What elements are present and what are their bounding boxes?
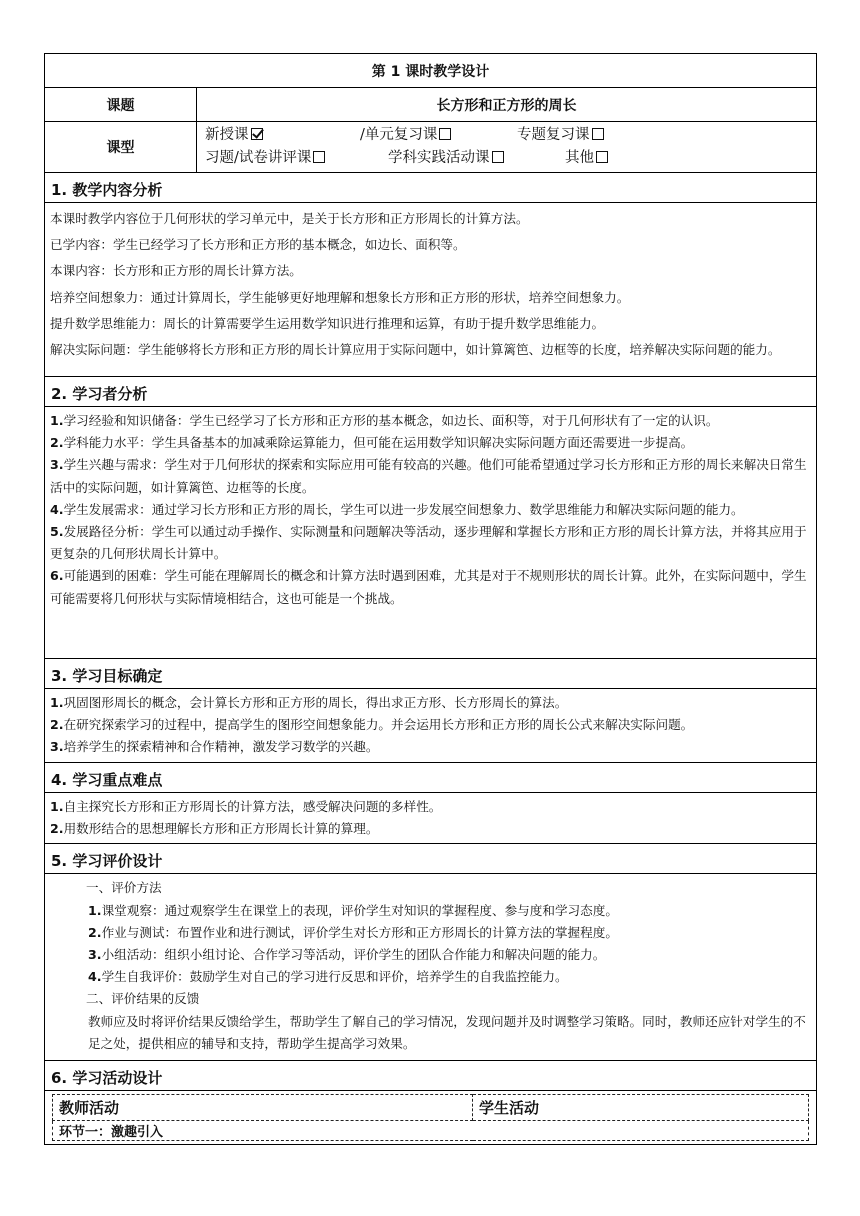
list-item xyxy=(50,410,812,432)
item-number: 1. xyxy=(50,695,64,710)
checkbox-icon[interactable] xyxy=(596,151,608,163)
item-number: 3. xyxy=(88,947,102,963)
list-item xyxy=(50,818,812,840)
checkbox-icon[interactable] xyxy=(439,128,451,140)
section-heading-learner-analysis: 2. 学习者分析 xyxy=(45,377,817,407)
course-type-option[interactable] xyxy=(388,147,565,170)
list-item xyxy=(50,944,812,966)
activity-design-body xyxy=(45,1091,817,1145)
paragraph: 本课内容：长方形和正方形的周长计算方法。 xyxy=(50,263,302,279)
list-item xyxy=(50,454,812,498)
list-item xyxy=(50,432,812,454)
item-text: 作业与测试：布置作业和进行测试，评价学生对长方形和正方形周长的计算方法的掌握程度。 xyxy=(101,924,618,940)
section-heading-activity-design: 6. 学习活动设计 xyxy=(45,1061,817,1091)
item-number: 3. xyxy=(50,457,64,473)
course-type-row-2 xyxy=(205,147,808,170)
list-item xyxy=(50,900,812,922)
learning-objectives-body xyxy=(45,689,817,763)
lesson-plan-table xyxy=(44,53,817,1145)
list-item xyxy=(50,922,812,944)
course-type-option[interactable] xyxy=(205,124,360,147)
item-text: 自主探究长方形和正方形周长的计算方法，感受解决问题的多样性。 xyxy=(63,799,442,814)
checkbox-icon[interactable] xyxy=(313,151,325,163)
item-text: 小组活动：组织小组讨论、合作学习等活动，评价学生的团队合作能力和解决问题的能力。 xyxy=(101,947,606,963)
item-number: 1. xyxy=(88,902,102,918)
paragraph: 培养空间想象力：通过计算周长，学生能够更好地理解和想象长方形和正方形的形状，培养空间想象力。 xyxy=(50,289,630,305)
option-label: 习题/试卷讲评课 xyxy=(205,150,312,166)
course-type-options xyxy=(197,122,817,173)
list-item xyxy=(50,736,812,758)
course-type-option[interactable] xyxy=(565,147,608,170)
paragraph: 解决实际问题：学生能够将长方形和正方形的周长计算应用于实际问题中，如计算篱笆、边框等的长度，培养解决实际问题的能力。 xyxy=(50,342,781,358)
section-heading-key-points: 4. 学习重点难点 xyxy=(45,763,817,793)
item-text: 巩固图形周长的概念，会计算长方形和正方形的周长，得出求正方形、长方形周长的算法。 xyxy=(63,695,568,710)
section-heading-evaluation-design: 5. 学习评价设计 xyxy=(45,844,817,874)
option-label: 其他 xyxy=(565,150,594,166)
list-item xyxy=(50,521,812,565)
paragraph: 提升数学思维能力：周长的计算需要学生运用数学知识进行推理和运算，有助于提升数学思维能力。 xyxy=(50,315,605,331)
list-item xyxy=(50,565,812,609)
evaluation-design-body xyxy=(45,874,817,1061)
item-number: 4. xyxy=(88,969,102,985)
option-label: 新授课 xyxy=(205,127,249,143)
course-type-option[interactable] xyxy=(517,124,604,147)
topic-label: 课题 xyxy=(45,88,197,122)
item-text: 学科能力水平：学生具备基本的加减乘除运算能力，但可能在运用数学知识解决实际问题方面还需要进一步提高。 xyxy=(63,435,694,451)
content-analysis-body xyxy=(45,203,817,377)
lesson-plan-page xyxy=(44,53,816,1145)
item-number: 2. xyxy=(50,717,64,733)
item-text: 培养学生的探索精神和合作精神，激发学习数学的兴趣。 xyxy=(63,739,379,755)
item-number: 2. xyxy=(50,821,64,837)
paragraph: 教师应及时将评价结果反馈给学生，帮助学生了解自己的学习情况，发现问题并及时调整学习策略。同时，教师还应针对学生的不足之处，提供相应的辅导和支持，帮助学生提高学习效果。 xyxy=(88,1013,806,1051)
checked-checkbox-icon[interactable] xyxy=(251,128,263,140)
checkbox-icon[interactable] xyxy=(592,128,604,140)
section-heading-content-analysis: 1. 教学内容分析 xyxy=(45,173,817,203)
course-type-row-1 xyxy=(205,124,808,147)
topic-value: 长方形和正方形的周长 xyxy=(197,88,817,122)
item-text: 学习经验和知识储备：学生已经学习了长方形和正方形的基本概念，如边长、面积等，对于几何形状有了一定的认识。 xyxy=(63,413,719,428)
paragraph: 本课时教学内容位于几何形状的学习单元中，是关于长方形和正方形周长的计算方法。 xyxy=(50,211,529,226)
key-points-body xyxy=(45,793,817,844)
item-number: 4. xyxy=(50,501,64,517)
option-label: 学科实践活动课 xyxy=(388,150,490,166)
subheading: 二、评价结果的反馈 xyxy=(86,991,200,1007)
section-heading-learning-objectives: 3. 学习目标确定 xyxy=(45,659,817,689)
item-text: 在研究探索学习的过程中，提高学生的图形空间想象能力。并会运用长方形和正方形的周长公式来解决实际问题。 xyxy=(63,717,694,733)
list-item xyxy=(50,796,812,818)
checkbox-icon[interactable] xyxy=(492,151,504,163)
item-text: 用数形结合的思想理解长方形和正方形周长计算的算理。 xyxy=(63,821,379,837)
list-item xyxy=(50,499,812,521)
item-text: 学生兴趣与需求：学生对于几何形状的探索和实际应用可能有较高的兴趣。他们可能希望通过学习长方形和正方形的周长来解决日常生活中的实际问题，如计算篱笆、边框等的长度。 xyxy=(50,457,807,495)
option-label: /单元复习课 xyxy=(360,127,438,143)
list-item xyxy=(50,692,812,714)
item-text: 学生自我评价：鼓励学生对自己的学习进行反思和评价，培养学生的自我监控能力。 xyxy=(101,969,568,985)
item-text: 可能遇到的困难：学生可能在理解周长的概念和计算方法时遇到困难，尤其是对于不规则形状的周长计算。此外，在实际问题中，学生可能需要将几何形状与实际情境相结合，这也可能是一个挑战。 xyxy=(50,568,807,606)
item-number: 1. xyxy=(50,799,64,814)
item-number: 3. xyxy=(50,739,64,755)
item-text: 发展路径分析：学生可以通过动手操作、实际测量和问题解决等活动，逐步理解和掌握长方形和正方形的周长计算方法，并将其应用于更复杂的几何形状周长计算中。 xyxy=(50,524,807,562)
item-number: 6. xyxy=(50,568,64,584)
course-type-option[interactable] xyxy=(205,147,388,170)
item-text: 课堂观察：通过观察学生在课堂上的表现，评价学生对知识的掌握程度、参与度和学习态度。 xyxy=(101,902,618,918)
paragraph: 已学内容：学生已经学习了长方形和正方形的基本概念，如边长、面积等。 xyxy=(50,237,466,253)
item-number: 2. xyxy=(88,924,102,940)
list-item xyxy=(50,714,812,736)
item-number: 5. xyxy=(50,524,64,540)
activity-table xyxy=(52,1094,809,1141)
option-label: 专题复习课 xyxy=(517,127,590,143)
teacher-activity-header: 教师活动 xyxy=(53,1095,473,1121)
list-item xyxy=(50,966,812,988)
item-number: 2. xyxy=(50,435,64,451)
item-text: 学生发展需求：通过学习长方形和正方形的周长，学生可以进一步发展空间想象力、数学思维能力和解决实际问题的能力。 xyxy=(63,501,744,517)
page-title: 第 1 课时教学设计 xyxy=(45,54,817,88)
student-activity-header: 学生活动 xyxy=(473,1095,809,1121)
learner-analysis-body xyxy=(45,407,817,659)
course-type-label: 课型 xyxy=(45,122,197,173)
stage-heading: 环节一：激趣引入 xyxy=(53,1121,809,1141)
course-type-option[interactable] xyxy=(360,124,517,147)
item-number: 1. xyxy=(50,413,64,428)
subheading: 一、评价方法 xyxy=(86,880,162,896)
